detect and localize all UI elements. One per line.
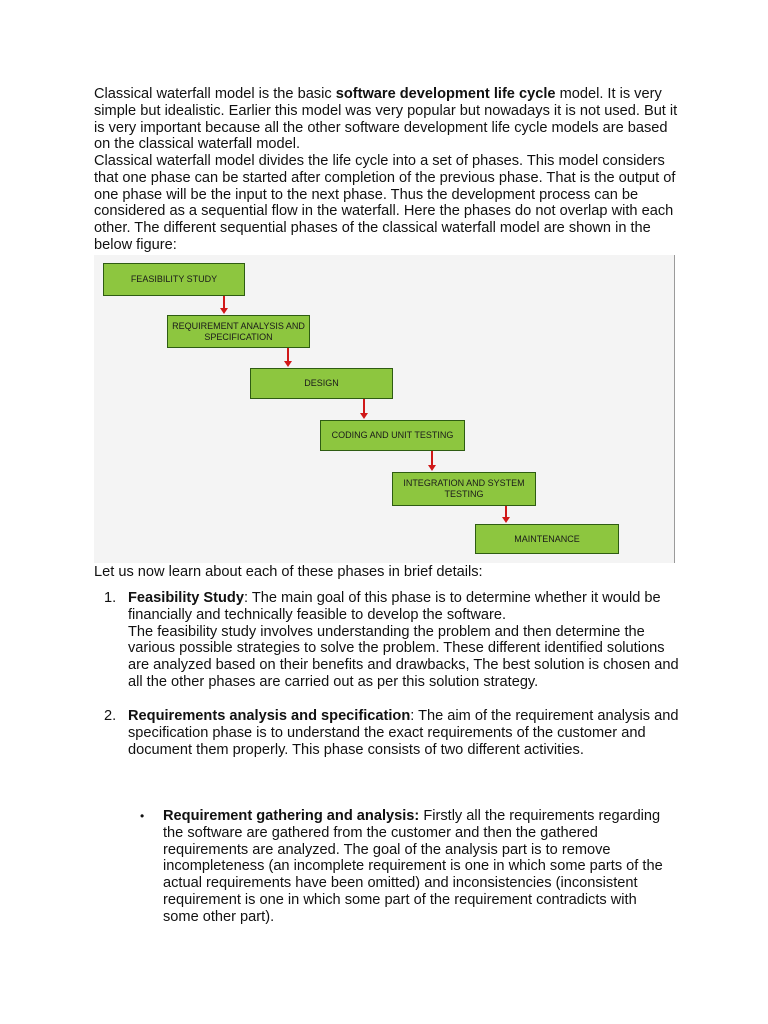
- list-item-text: : The main goal of this phase is to determine whether it would be financially and technically feasible to develop the software.: [128, 590, 661, 623]
- phase-box-integration: INTEGRATION AND SYSTEM TESTING: [392, 472, 536, 506]
- list-item-title: Feasibility Study: [128, 590, 244, 606]
- phase-box-design: DESIGN: [250, 368, 393, 399]
- list-number: 1.: [104, 590, 117, 606]
- list-item-body: [128, 708, 684, 758]
- intro-bold-term: software development life cycle: [335, 86, 556, 102]
- waterfall-figure: [94, 255, 674, 563]
- arrow-line-2: [287, 348, 289, 362]
- list-number: 2.: [104, 708, 117, 724]
- list-item-body: [128, 590, 684, 691]
- arrow-head-4: [428, 465, 436, 471]
- intro-paragraph-2: Classical waterfall model divides the life cycle into a set of phases. This model considers that one phase can be started after completion of the previous phase. That is the output of one phase will be the input to the next phase. Thus the development process can be considered as a sequential flow in the waterfall. Here the phases do not overlap with each other. The different sequential phases of the classical waterfall model are shown in the below figure:: [94, 153, 676, 253]
- bullet-body: [163, 808, 673, 926]
- arrow-line-4: [431, 451, 433, 466]
- phase-box-feasibility: FEASIBILITY STUDY: [103, 263, 245, 296]
- list-item-extra: The feasibility study involves understanding the problem and then determine the various possible strategies to solve the problem. These different identified solutions are analyzed based on their benefits and drawbacks, The best solution is chosen and all the other phases are carried out as per this solution strategy.: [128, 623, 679, 690]
- arrow-head-5: [502, 517, 510, 523]
- figure-border: [674, 255, 675, 563]
- intro-text-end: model. It is very simple but idealistic. Earlier this model was very popular but nowadays it is not used. But it is very important because all the other software development life cycle models are based on the classical waterfall model.: [94, 86, 678, 153]
- bullet-title: Requirement gathering and analysis:: [163, 808, 420, 824]
- phase-box-requirements: REQUIREMENT ANALYSIS AND SPECIFICATION: [167, 315, 310, 348]
- list-item-text: : The aim of the requirement analysis and specification phase is to understand the exact requirements of the customer and document them properly. This phase consists of two different activities.: [128, 708, 679, 758]
- list-item-title: Requirements analysis and specification: [128, 708, 411, 724]
- arrow-head-3: [360, 413, 368, 419]
- bullet-text: Firstly all the requirements regarding the software are gathered from the customer and then the gathered requirements are analyzed. The goal of the analysis part is to remove incompleteness (an incomplete requirement is one in which some parts of the actual requirements have been omitted) and inconsistencies (inconsistent requirement is one in which some part of the requirement contradicts with some other part).: [163, 808, 663, 925]
- intro-paragraph-1: [94, 86, 684, 153]
- phase-box-coding: CODING AND UNIT TESTING: [320, 420, 465, 451]
- bullet-dot: •: [140, 809, 145, 823]
- details-intro: Let us now learn about each of these phases in brief details:: [94, 564, 483, 580]
- arrow-head-1: [220, 308, 228, 314]
- arrow-head-2: [284, 361, 292, 367]
- intro-text-start: Classical waterfall model is the basic: [94, 86, 336, 102]
- arrow-line-3: [363, 399, 365, 414]
- phase-box-maintenance: MAINTENANCE: [475, 524, 619, 554]
